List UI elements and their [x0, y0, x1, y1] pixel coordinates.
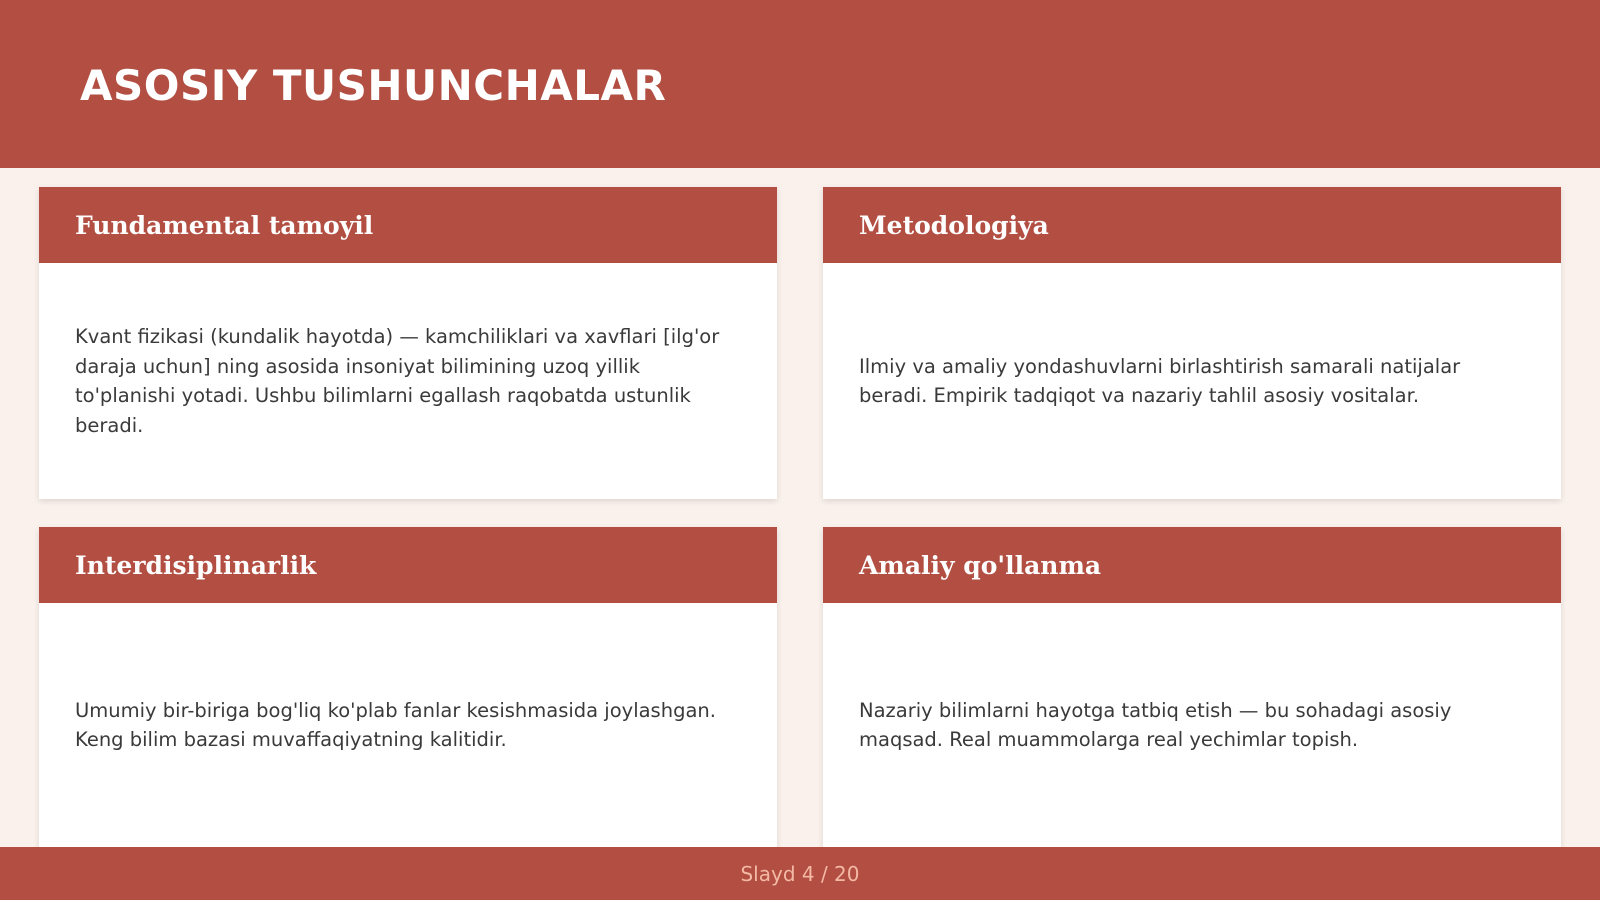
card-methodology	[823, 187, 1561, 499]
card-header	[39, 527, 777, 603]
card-interdisciplinarity	[39, 527, 777, 847]
slide-header	[0, 0, 1600, 168]
card-text: Ilmiy va amaliy yondashuvlarni birlashtirish samarali natijalar beradi. Empirik tadqiqot va nazariy tahlil asosiy vositalar.	[859, 354, 1461, 407]
card-title: Interdisiplinarlik	[75, 550, 317, 580]
card-header	[39, 187, 777, 263]
card-text: Kvant fizikasi (kundalik hayotda) — kamchiliklari va xavflari [ilg'or daraja uchun] ning asosida insoniyat bilimining uzoq yillik to'planishi yotadi. Ushbu bilimlarni egallash raqobatda ustunlik beradi.	[75, 325, 720, 437]
card-header	[823, 527, 1561, 603]
card-title: Metodologiya	[859, 210, 1049, 240]
card-fundamental-principle	[39, 187, 777, 499]
card-body	[823, 263, 1561, 499]
card-text: Umumiy bir-biriga bog'liq ko'plab fanlar kesishmasida joylashgan. Keng bilim bazasi muvaffaqiyatning kalitidir.	[75, 698, 716, 751]
card-body	[39, 603, 777, 847]
slide-footer	[0, 847, 1600, 900]
card-body	[823, 603, 1561, 847]
card-title: Fundamental tamoyil	[75, 210, 374, 240]
card-body	[39, 263, 777, 499]
slide-counter: Slayd 4 / 20	[740, 861, 860, 886]
card-practical-guide	[823, 527, 1561, 847]
card-header	[823, 187, 1561, 263]
slide-title: ASOSIY TUSHUNCHALAR	[80, 61, 667, 110]
card-title: Amaliy qo'llanma	[859, 550, 1102, 580]
card-text: Nazariy bilimlarni hayotga tatbiq etish — bu sohadagi asosiy maqsad. Real muammolarga real yechimlar topish.	[859, 698, 1452, 751]
